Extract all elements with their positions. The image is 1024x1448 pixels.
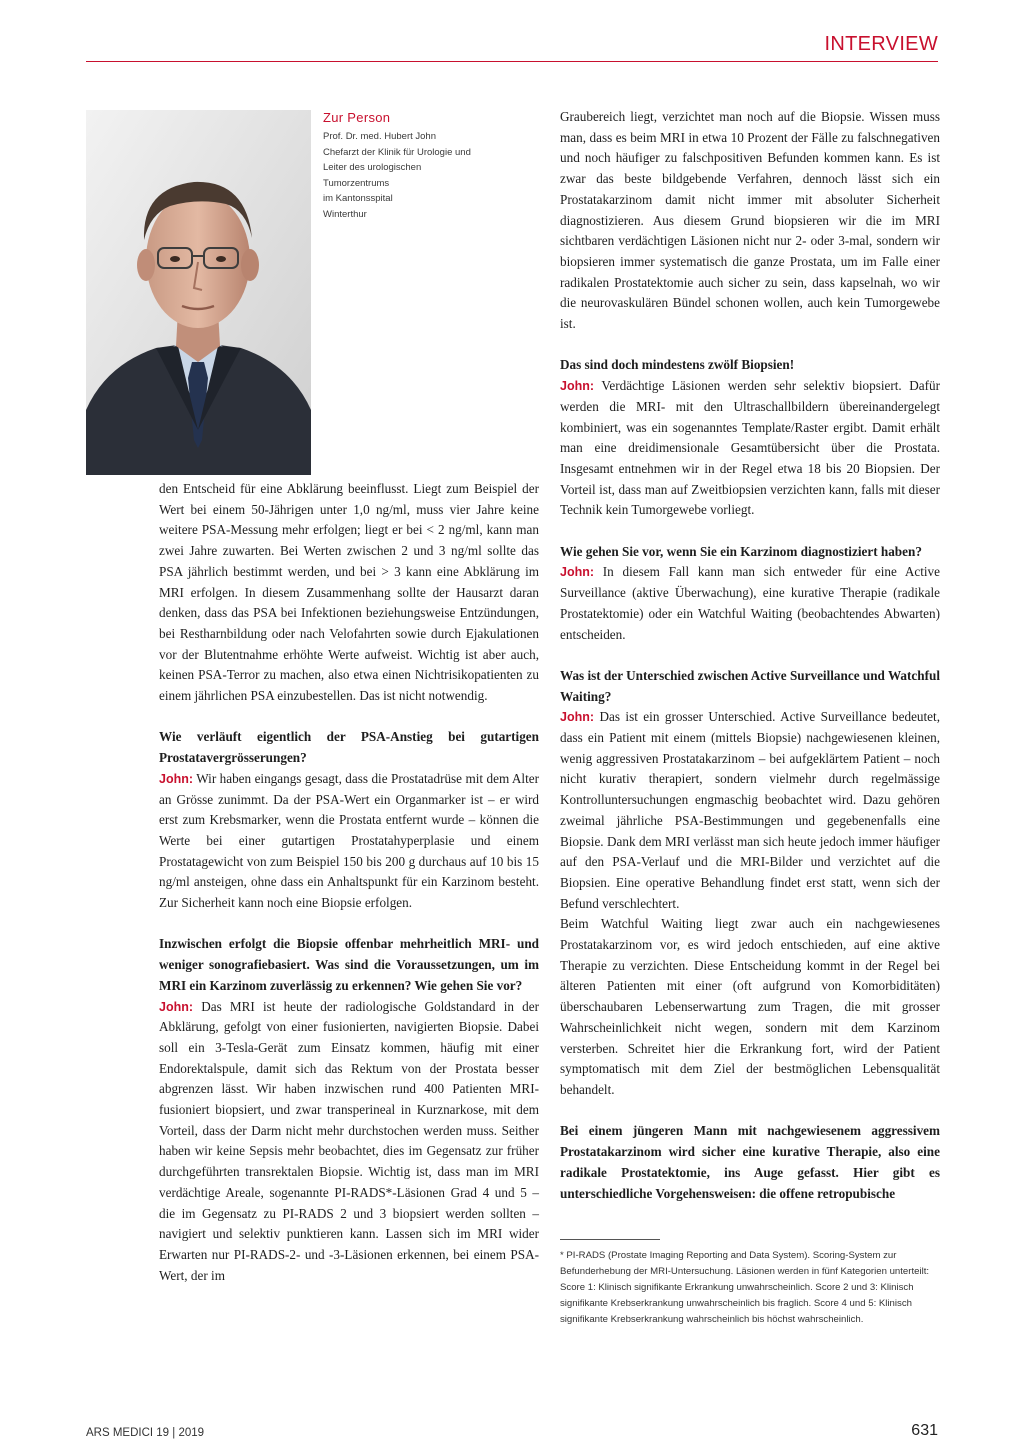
person-line: Leiter des urologischen Tumorzentrums (323, 162, 422, 189)
journal-issue: ARS MEDICI 19 | 2019 (86, 1427, 205, 1439)
interview-question: Was ist der Unterschied zwischen Active Surveillance und Watchful Waiting? (560, 667, 940, 704)
answer-text: Wir haben eingangs gesagt, dass die Prostatadrüse mit dem Alter an Grösse zunimmt. Da der PSA-Wert ein Organmarker ist – er wird erst zum Krebsmarker, wenn die Prostata entfernt wurde – können die Werte bei einer gutartigen Prostatahyperplasie und einem Prostatagewicht von zum Beispiel 150 bis 200 g durchaus auf 10 bis 15 ng/ml ansteigen, ohne dass ein Anhaltspunkt für ein Karzinom besteht. Zur Sicherheit kann noch eine Biopsie erfolgen. (159, 770, 539, 911)
answer-text: Das ist ein grosser Unterschied. Active Surveillance bedeutet, dass ein Patient mit einem (mittels Biopsie) nachgewiesenen kleinen, wenig aggressiven Prostatakarzinom – bei aufgeklärtem Patient – noch nicht kurativ therapiert, sondern vielmehr durch regelmässige Kontrolluntersuchungen engmaschig beobachtet wird. Dazu gehören zweimal jährliche PSA-Bestimmungen und gegebenenfalls eine Biopsie. Dank dem MRI verlässt man sich heute jedoch immer häufiger auf den PSA-Verlauf und die MRI-Bilder und verzichtet auf die Biopsien. Eine operative Behandlung findet erst statt, wenn sich der Befund verschlechtert. (560, 709, 940, 911)
interview-answer (560, 376, 940, 521)
person-line: im Kantonsspital (323, 193, 393, 204)
body-paragraph: Beim Watchful Waiting liegt zwar auch ein nachgewiesenes Prostatakarzinom vor, es wird jedoch entschieden, auf eine aktive Therapie zu verzichten. Diese Entscheidung kommt in der Regel bei älteren Patienten mit einer (oft aufgrund von Komorbiditäten) überschaubaren Lebenserwartung zum Tragen, die mit grosser Wahrscheinlichkeit nicht wegen, sondern mit dem Karzinom versterben. Schreitet hier die Erkrankung fort, wird der Patient symptomatisch mit dem Ziel der bestmöglichen Lebensqualität behandelt. (560, 916, 940, 1097)
interview-question: Das sind doch mindestens zwölf Biopsien! (560, 357, 795, 373)
page-number: 631 (911, 1422, 938, 1439)
interview-question: Wie gehen Sie vor, wenn Sie ein Karzinom diagnostiziert haben? (560, 543, 922, 559)
footnote: * PI-RADS (Prostate Imaging Reporting and Data System). Scoring-System zur Befunderhebung der MRI-Untersuchung. Läsionen werden in fünf Kategorien unterteilt: Score 1: Klinisch signifikante Erkrankung unwahrscheinlich. Score 2 und 3: Klinisch signifikante Krebserkrankung unwahrscheinlich bis fraglich. Score 4 und 5: Klinisch signifikante Krebserkrankung wahrscheinlich bis höchst wahrscheinlich. (560, 1250, 930, 1325)
section-title: INTERVIEW (824, 33, 938, 55)
body-paragraph: den Entscheid für eine Abklärung beeinflusst. Liegt zum Beispiel der Wert bei einem 50-Jährigen unter 1,0 ng/ml, muss vier Jahre keine weitere PSA-Messung mehr erfolgen; liegt er bei < 2 ng/ml, kann man zwei Jahre zuwarten. Bei Werten zwischen 2 und 3 ng/ml sollte das PSA jährlich bestimmt werden, und bei > 3 kann eine Abklärung im MRI erfolgen. In diesem Zusammenhang sollte der Hausarzt daran denken, dass das PSA bei Infektionen beziehungsweise Entzündungen, bei Restharnbildung oder nach Velofahrten sowie durch Ejakulationen vor der Blutentnahme erhöhte Werte aufweist. Wichtig ist aber auch, keinen PSA-Terror zu machen, also etwa einen Nichtrisikopatienten zu einem jährlichen PSA einzubestellen. Das ist nicht notwendig. (159, 481, 539, 704)
person-line: Chefarzt der Klinik für Urologie und (323, 146, 471, 158)
header-rule (86, 61, 938, 62)
footnote-rule (560, 1239, 660, 1240)
speaker-label: John: (159, 771, 194, 786)
interview-answer (560, 707, 940, 914)
speaker-label: John: (560, 379, 595, 394)
interview-answer (159, 997, 539, 1287)
person-info (323, 110, 483, 222)
interview-question: Inzwischen erfolgt die Biopsie offenbar mehrheitlich MRI- und weniger sonografiebasiert. Was sind die Voraussetzungen, um im MRI ein Karzinom zuverlässig zu erkennen? Wie gehen Sie vor? (159, 936, 539, 993)
portrait-illustration (86, 110, 311, 475)
speaker-label: John: (560, 710, 595, 725)
left-column (159, 479, 539, 1286)
answer-text: Das MRI ist heute der radiologische Goldstandard in der Abklärung, gefolgt von einer fusionierten, navigierten Biopsie. Dabei soll ein 3-Tesla-Gerät zum Einsatz kommen, häufig mit einer Endorektalspule, damit sich das Rektum von der Prostata besser abgrenzen lässt. Wir haben inzwischen rund 400 Patienten MRI-fusioniert biopsiert, und zwar transperineal in Kurznarkose, mit dem Vorteil, dass der Darm nicht mehr durchstochen werden muss. Seither haben wir keine Sepsis mehr beobachtet, dies im Gegensatz zur früher durchgeführten transrektalen Biopsie. Wichtig ist, dass man im MRI verdächtige Areale, sogenannte PI-RADS*-Läsionen Grad 4 und 5 – die im Gegensatz zu PI-RADS 2 und 3 biopsiert werden sollten – navigiert und selektiv punktieren kann. Lassen sich im MRI wider Erwarten nur PI-RADS-2- und -3-Läsionen erkennen, bei einem PSA-Wert, der im (159, 998, 540, 1283)
body-paragraph: Graubereich liegt, verzichtet man noch auf die Biopsie. Wissen muss man, dass es beim MRI in etwa 10 Prozent der Fälle zu falschnegativen und noch häufiger zu falschpositiven Befunden kommen kann. Es ist zwar das beste bildgebende Verfahren, dennoch lässt sich ein Prostatakarzinom damit nicht immer mit absoluter Sicherheit diagnostizieren. Aus diesem Grund biopsieren wir die im MRI sichtbaren verdächtigen Läsionen nicht nur 2- oder 3-mal, sondern wir biopsieren immer systematisch die ganze Prostata, um im Falle einer radikalen Prostatektomie auch sicher zu sein, dass kapselnah, wo wir die neurovaskulären Bündel schonen wollen, auch kein Tumorgewebe ist. (560, 109, 940, 332)
interview-question: Wie verläuft eigentlich der PSA-Anstieg bei gutartigen Prostatavergrösserungen? (159, 729, 539, 766)
answer-text: In diesem Fall kann man sich entweder für eine Active Surveillance (aktive Überwachung), eine kurative Therapie (radikale Prostatektomie) oder ein Watchful Waiting (beobachtendes Abwarten) entscheiden. (560, 564, 941, 642)
answer-text: Verdächtige Läsionen werden sehr selektiv biopsiert. Dafür werden die MRI- mit den Ultraschallbildern übereinandergelegt kombiniert, was ein sogenanntes Template/Raster ergibt. Damit erhält man eine dreidimensionale Gesamtübersicht über die Prostata. Insgesamt entnehmen wir in der Regel etwa 18 bis 20 Biopsien. Der Vorteil ist, dass man auf Zweitbiopsien verzichten kann, falls mit dieser Technik kein Tumorgewebe vorliegt. (560, 378, 941, 518)
person-line: Winterthur (323, 208, 367, 220)
interview-question: Bei einem jüngeren Mann mit nachgewiesenem aggressivem Prostatakarzinom wird sicher eine kurative Therapie, also eine radikale Prostatektomie, ins Auge gefasst. Hier gibt es unterschiedliche Vorgehensweisen: die offene retropubische (560, 1123, 940, 1201)
portrait-photo (86, 110, 311, 475)
person-heading: Zur Person (323, 110, 391, 125)
right-column (560, 107, 940, 1204)
interview-answer (560, 562, 940, 645)
person-line: Prof. Dr. med. Hubert John (323, 131, 436, 142)
speaker-label: John: (159, 999, 194, 1014)
speaker-label: John: (560, 565, 595, 580)
interview-answer (159, 769, 539, 914)
